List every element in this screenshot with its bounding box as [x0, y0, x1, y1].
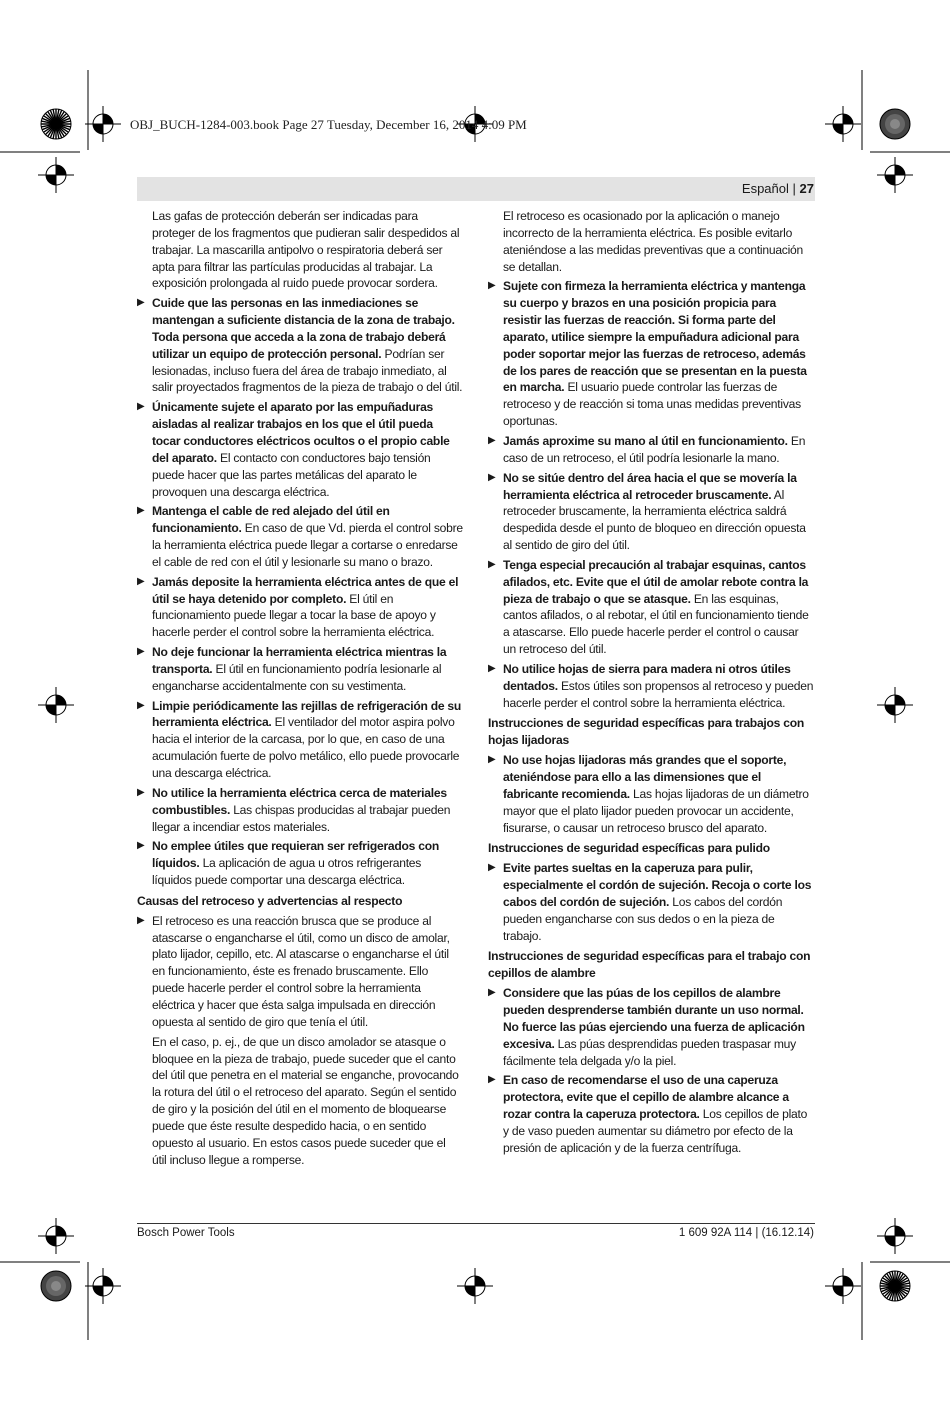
intro-paragraph: El retroceso es ocasionado por la aplicación o manejo incorrecto de la herramienta eléctrica. Es posible evitarlo ateniéndose a las medidas preventivas que a continuación se detallan.: [503, 209, 803, 274]
list-item: [488, 860, 814, 944]
bullet-arrow-icon: ▶: [137, 401, 145, 413]
item-bold: No use hojas lijadoras más grandes que el soporte, ateniéndose para ello a las dimensiones que el fabricante recomienda.: [503, 753, 787, 801]
section-heading: Causas del retroceso y advertencias al respecto: [137, 893, 403, 908]
item-text: Las chispas producidas al trabajar pueden llegar a incendiar estos materiales.: [152, 802, 451, 834]
item-bold: Cuide que las personas en las inmediaciones se mantengan a suficiente distancia de la zona de trabajo. Toda persona que acceda a la zona de trabajo deberá utilizar un equipo de protección personal.: [152, 296, 455, 361]
bullet-arrow-icon: ▶: [137, 575, 145, 587]
bullet-arrow-icon: ▶: [488, 280, 496, 292]
registration-rosette-icon: [41, 109, 71, 139]
bullet-arrow-icon: ▶: [137, 505, 145, 517]
item-text: El ventilador del motor aspira polvo hacia el interior de la carcasa, por lo que, en caso de una acumulación fuerte de polvo metálico, ello puede provocarle una descarga eléctrica.: [152, 715, 460, 780]
bullet-arrow-icon: ▶: [488, 558, 496, 570]
bullet-arrow-icon: ▶: [137, 297, 145, 309]
item-bold: Tenga especial precaución al trabajar esquinas, cantos afilados, etc. Evite que el útil de amolar rebote contra la pieza de trabajo o que se atasque.: [503, 557, 809, 606]
list-item: [488, 985, 814, 1069]
list-item: [488, 661, 814, 712]
intro-paragraph: Las gafas de protección deberán ser indicadas para proteger de los fragmentos que pudieran salir despedidos al trabajar. La mascarilla antipolvo o respiratoria deberá ser apta para filtrar las partículas producidas al trabajar. La exposición prolongada al ruido puede provocar sordera.: [152, 209, 460, 291]
page-header-band: [137, 177, 815, 201]
item-bold: Sujete con firmeza la herramienta eléctrica y mantenga su cuerpo y brazos en una posición propicia para resistir las fuerzas de reacción. Si forma parte del aparato, utilice siempre la empuñadura adicional para poder soportar mejor las fuerzas de retroceso, además de los pares de reacción que se presentan en la puesta en marcha.: [503, 279, 807, 395]
item-bold: Evite partes sueltas en la caperuza para pulir, especialmente el cordón de sujeción. Recoja o corte los cabos del cordón de sujeción.: [503, 861, 812, 909]
item-bold: Jamás aproxime su mano al útil en funcionamiento.: [503, 433, 788, 448]
list-item: [488, 470, 814, 554]
item-bold: En caso de recomendarse el uso de una caperuza protectora, evite que el cepillo de alambre alcance a rozar contra la caperuza protectora.: [503, 1073, 789, 1122]
list-item: [488, 752, 814, 836]
item-bold: No se sitúe dentro del área hacia el que se movería la herramienta eléctrica al retroceder bruscamente.: [503, 470, 797, 502]
bullet-arrow-icon: ▶: [488, 434, 496, 446]
item-text: La aplicación de agua u otros refrigerantes líquidos puede comportar una descarga eléctrica.: [152, 856, 422, 888]
item-text: En caso de un retroceso, el útil podría lesionarle la mano.: [503, 433, 806, 465]
footer-doc-number: 1 609 92A 114 | (16.12.14): [678, 1227, 814, 1239]
list-item: [137, 644, 463, 695]
item-text: Al retroceder bruscamente, la herramienta eléctrica saldrá despedida desde el punto de bloqueo en dirección opuesta al sentido de giro del útil.: [503, 487, 806, 553]
bullet-arrow-icon: ▶: [488, 471, 496, 483]
bullet-arrow-icon: ▶: [488, 862, 496, 874]
item-text: El útil en funcionamiento podría lesionarle al engancharse accidentalmente con su vestimenta.: [152, 661, 442, 693]
item-text: Podrían ser lesionadas, incluso fuera del área de trabajo inmediato, al salir proyectados fragmentos de la pieza de trabajo o del útil.: [152, 346, 463, 395]
list-item: [137, 503, 463, 570]
bullet-arrow-icon: ▶: [137, 646, 145, 658]
crosshair-icon: [877, 1218, 913, 1254]
item-text: Estos útiles son propensos al retroceso y pueden hacerle perder el control sobre la herramienta eléctrica.: [503, 678, 814, 710]
item-bold: No utilice hojas de sierra para madera ni otros útiles dentados.: [503, 661, 791, 693]
list-item: [137, 574, 463, 641]
registration-rosette-icon: [880, 109, 910, 139]
bullet-arrow-icon: ▶: [137, 699, 145, 711]
crosshair-icon: [85, 1268, 121, 1304]
list-item: [137, 785, 463, 836]
item-text: En las esquinas, cantos afilados, o al rebotar, el útil en funcionamiento tiende a atascarse. Ello puede hacerle perder el control o causar un retroceso del útil.: [503, 591, 809, 657]
item-text: Las hojas lijadoras de un diámetro mayor que el plato lijador pueden provocar un accidente, fisurarse, o causar un retroceso brusco del aparato.: [503, 786, 809, 835]
item-text: En caso de que Vd. pierda el control sobre la herramienta eléctrica puede llegar a cortarse o enredarse el cable de red con el útil y lesionarle su mano o brazo.: [152, 521, 463, 569]
item-bold: No utilice la herramienta eléctrica cerca de materiales combustibles.: [152, 785, 447, 817]
registration-rosette-icon: [41, 1271, 71, 1301]
item-bold: Limpie periódicamente las rejillas de refrigeración de su herramienta eléctrica.: [152, 698, 462, 730]
crosshair-icon: [877, 157, 913, 193]
list-item: [137, 838, 463, 889]
section-heading: Instrucciones de seguridad específicas para el trabajo con cepillos de alambre: [488, 949, 811, 981]
item-text: Los cepillos de plato y de vaso pueden aumentar su diámetro por efecto de la presión de aplicación y de la fuerza centrífuga.: [503, 1107, 808, 1155]
bullet-arrow-icon: ▶: [137, 786, 145, 798]
registration-rosette-icon: [880, 1271, 910, 1301]
bullet-arrow-icon: ▶: [488, 662, 496, 674]
list-item: [488, 1072, 814, 1156]
list-item: [137, 399, 463, 500]
crosshair-icon: [38, 687, 74, 723]
item-bold: No emplee útiles que requieran ser refrigerados con líquidos.: [152, 839, 440, 871]
bullet-arrow-icon: ▶: [488, 754, 496, 766]
list-item: [488, 433, 814, 467]
bullet-arrow-icon: ▶: [137, 914, 145, 926]
list-item: [137, 698, 463, 782]
item-bold: No deje funcionar la herramienta eléctrica mientras la transporta.: [152, 645, 447, 676]
item-text: El contacto con conductores bajo tensión puede hacer que las partes metálicas del aparato le provoquen una descarga eléctrica.: [152, 450, 431, 499]
right-column: [488, 208, 814, 1160]
print-header: OBJ_BUCH-1284-003.book Page 27 Tuesday, December 16, 2014 4:09 PM: [130, 117, 527, 132]
footer-brand: Bosch Power Tools: [137, 1227, 235, 1239]
item-text: El usuario puede controlar las fuerzas de retroceso y de reacción si toma unas medidas preventivas oportunas.: [503, 380, 801, 429]
item-text: El útil en funcionamiento puede llegar a tocar la base de apoyo y hacerle perder el control sobre la herramienta eléctrica.: [152, 591, 436, 640]
crosshair-icon: [825, 1268, 861, 1304]
item-bold: Jamás deposite la herramienta eléctrica antes de que el útil se haya detenido por completo.: [152, 574, 459, 606]
left-column: [137, 208, 463, 1171]
list-item: [137, 295, 463, 396]
item-text: El retroceso es una reacción brusca que se produce al atascarse o engancharse el útil, como un disco de amolar, plato lijador, cepillo, etc. Al atascarse o engancharse el útil en funcionamiento, éste es frenado bruscamente. Ello puede hacerle perder el control sobre la herramienta eléctrica y hacer que ésta salga impulsada en dirección opuesta al sentido de giro que tenía el útil.: [152, 913, 450, 1029]
item-text: Las púas desprendidas pueden traspasar muy fácilmente tela delgada y/o la piel.: [503, 1036, 796, 1068]
continuation-paragraph: En el caso, p. ej., de que un disco amolador se atasque o bloquee en la pieza de trabajo, puede suceder que el canto del útil que penetra en el material se enganche, provocando la rotura del útil o el retroceso del aparato. Según el sentido de giro y la posición del útil en el momento de bloquearse puede que éste resulte despedido hacia, o en sentido opuesto al usuario. En estos casos puede suceder que el útil incluso llegue a romperse.: [152, 1034, 459, 1167]
item-bold: Mantenga el cable de red alejado del útil en funcionamiento.: [152, 504, 390, 536]
crosshair-icon: [38, 157, 74, 193]
bullet-arrow-icon: ▶: [488, 1074, 496, 1086]
crosshair-icon: [825, 106, 861, 142]
item-bold: Considere que las púas de los cepillos de alambre pueden desprenderse también durante un uso normal. No fuerce las púas ejerciendo una fuerza de aplicación excesiva.: [503, 986, 805, 1051]
list-item: [137, 913, 463, 1031]
language-label: Español: [741, 181, 789, 196]
page-number: 27: [799, 181, 814, 196]
page-header: [742, 181, 814, 196]
section-heading: Instrucciones de seguridad específicas para pulido: [488, 841, 770, 856]
section-heading: Instrucciones de seguridad específicas para trabajos con hojas lijadoras: [488, 716, 805, 748]
crosshair-icon: [457, 1268, 493, 1304]
crosshair-icon: [38, 1218, 74, 1254]
header-separator: |: [792, 181, 796, 196]
item-bold: Únicamente sujete el aparato por las empuñaduras aisladas al realizar trabajos en los que el útil pueda tocar conductores eléctricos ocultos o el propio cable del aparato.: [152, 400, 450, 465]
crosshair-icon: [877, 687, 913, 723]
list-item: [488, 557, 814, 658]
list-item: [488, 278, 814, 430]
item-text: Los cabos del cordón pueden engancharse con sus dedos o en la pieza de trabajo.: [503, 894, 783, 943]
footer-rule: [137, 1223, 815, 1224]
crosshair-icon: [85, 106, 121, 142]
bullet-arrow-icon: ▶: [137, 840, 145, 852]
bullet-arrow-icon: ▶: [488, 987, 496, 999]
